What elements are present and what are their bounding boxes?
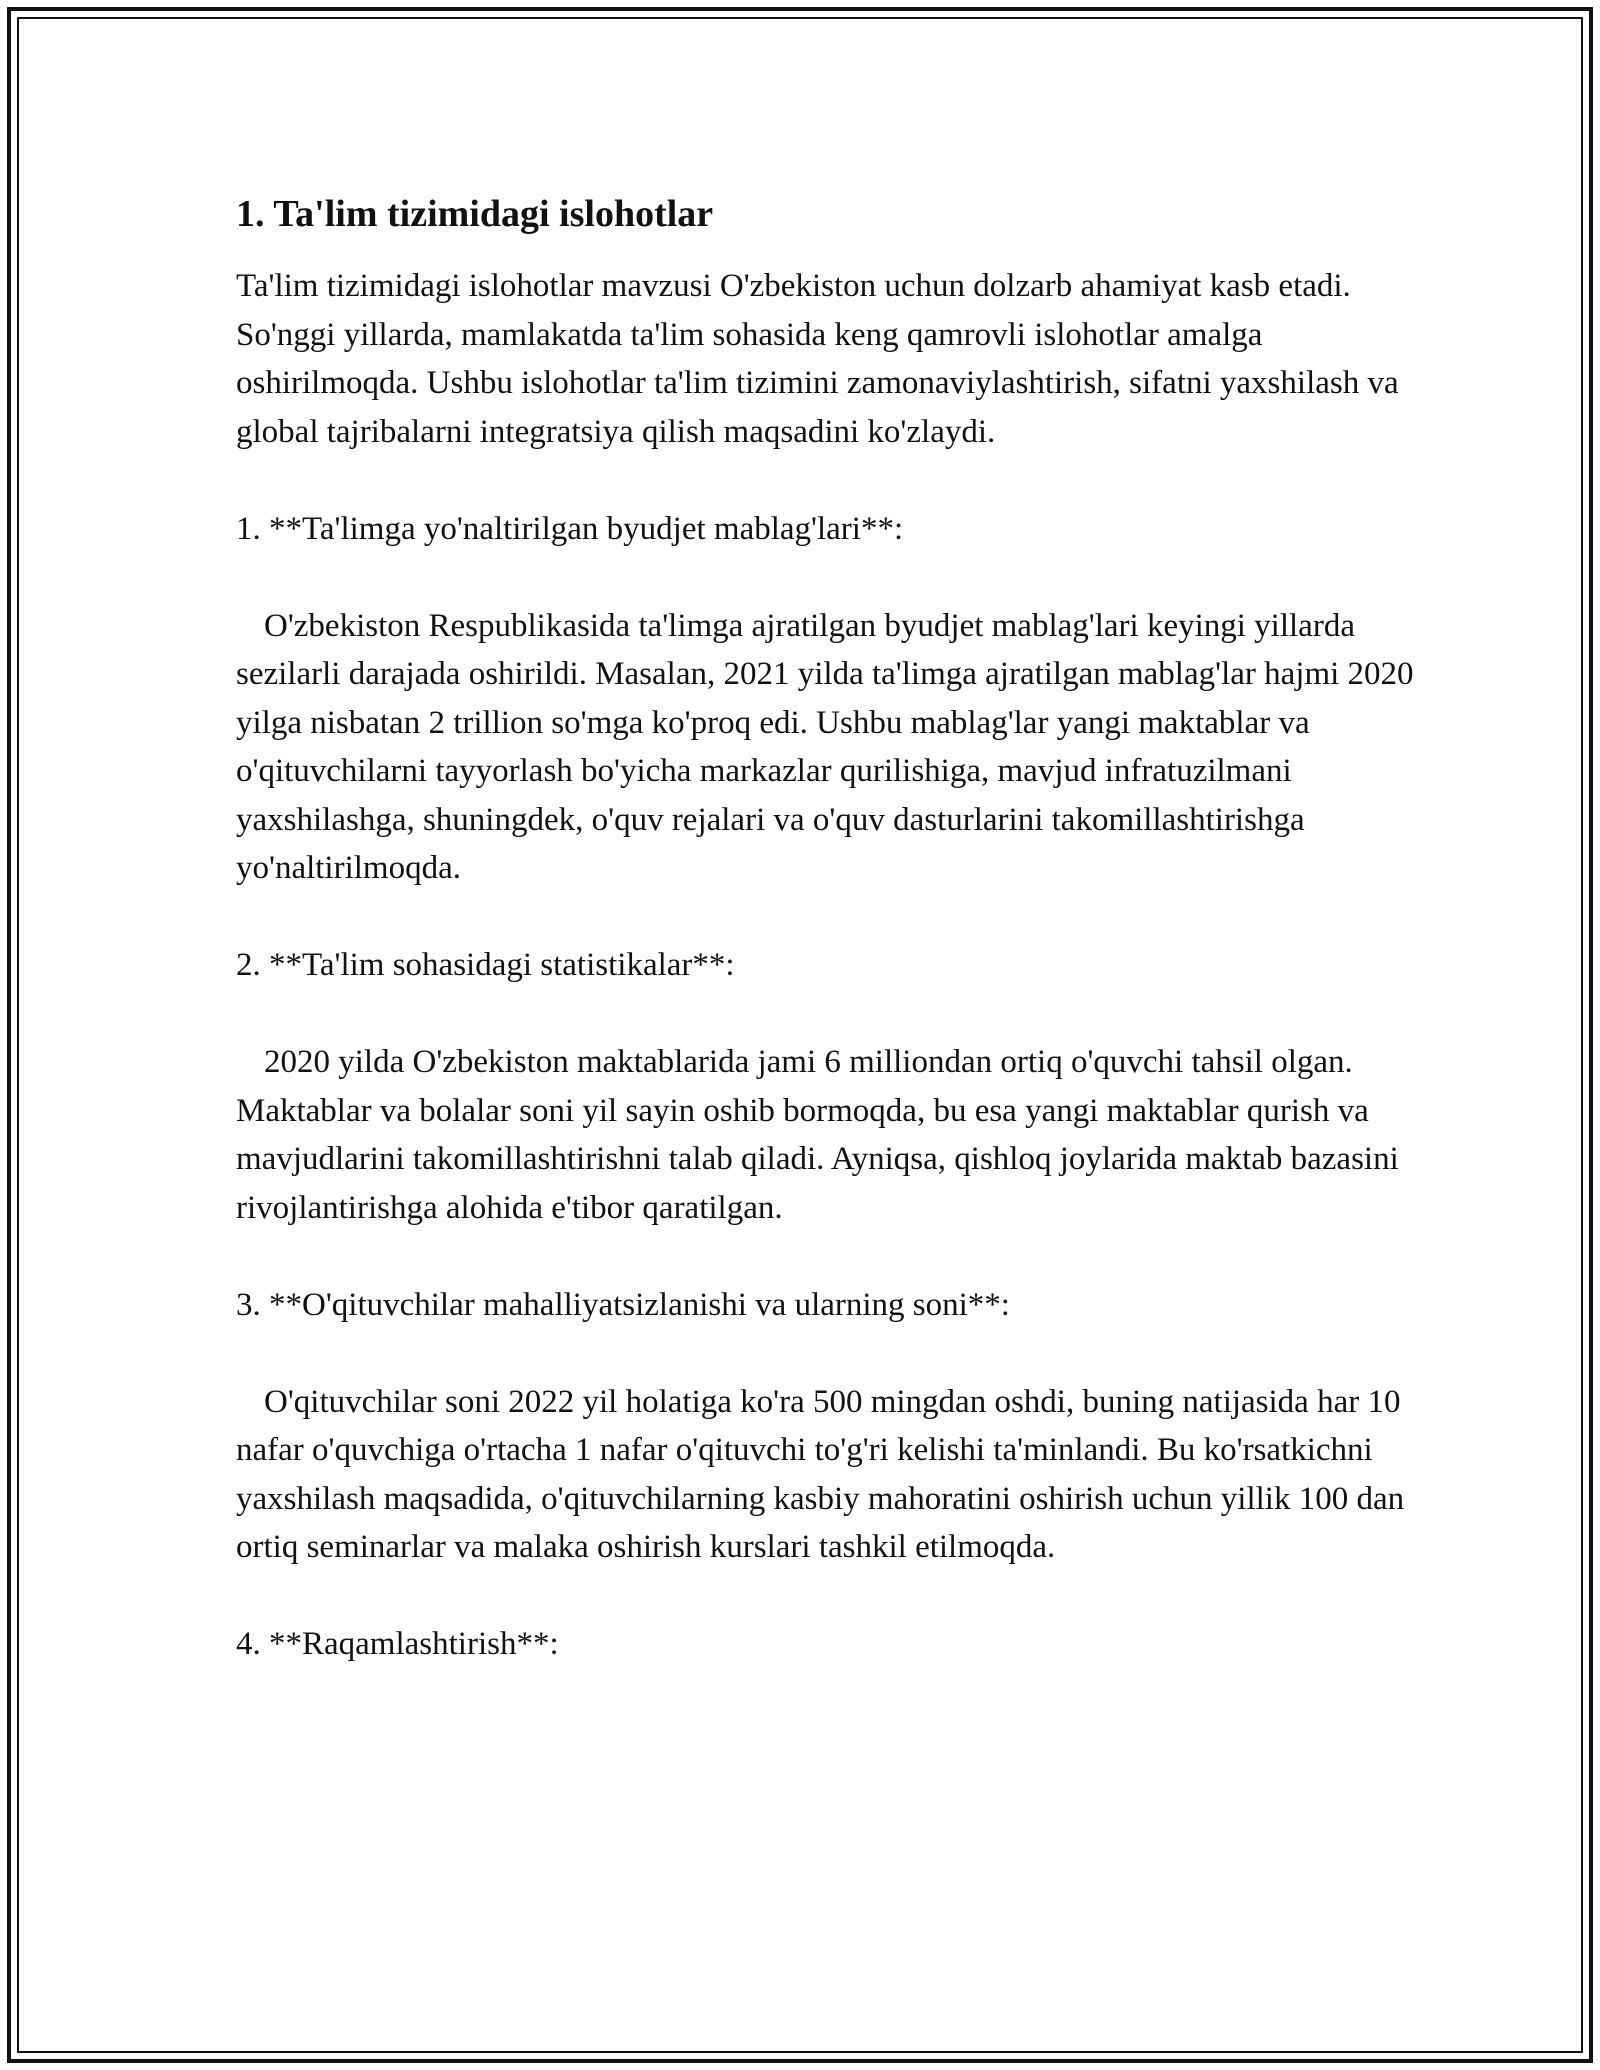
document-content: [236, 190, 1416, 1717]
item-body: 2020 yilda O'zbekiston maktablarida jami 6 milliondan ortiq o'quvchi tahsil olgan. Maktablar va bolalar soni yil sayin oshib bormoqda, bu esa yangi maktablar qurish va mavjudlarini takomillashtirishni talab qiladi. Ayniqsa, qishloq joylarida maktab bazasini rivojlantirishga alohida e'tibor qaratilgan.: [236, 1044, 1399, 1226]
list-item: [236, 505, 1416, 893]
item-body: O'qituvchilar soni 2022 yil holatiga ko'ra 500 mingdan oshdi, buning natijasida har 10 nafar o'quvchiga o'rtacha 1 nafar o'qituvchi to'g'ri kelishi ta'minlandi. Bu ko'rsatkichni yaxshilash maqsadida, o'qituvchilarning kasbiy mahoratini oshirish uchun yillik 100 dan ortiq seminarlar va malaka oshirish kurslari tashkil etilmoqda.: [236, 1383, 1405, 1565]
section-title: 1. Ta'lim tizimidagi islohotlar: [236, 193, 714, 235]
list-item: [236, 1281, 1416, 1572]
item-heading: 3. **O'qituvchilar mahalliyatsizlanishi va ularning soni**:: [236, 1286, 1010, 1323]
item-heading: 2. **Ta'lim sohasidagi statistikalar**:: [236, 947, 735, 983]
list-item: [236, 1620, 1416, 1669]
item-heading: 4. **Raqamlashtirish**:: [236, 1626, 559, 1662]
intro-paragraph: Ta'lim tizimidagi islohotlar mavzusi O'zbekiston uchun dolzarb ahamiyat kasb etadi. So'nggi yillarda, mamlakatda ta'lim sohasida keng qamrovli islohotlar amalga oshirilmoqda. Ushbu islohotlar ta'lim tizimini zamonaviylashtirish, sifatni yaxshilash va global tajribalarni integratsiya qilish maqsadini ko'zlaydi.: [236, 268, 1407, 450]
item-body: O'zbekiston Respublikasida ta'limga ajratilgan byudjet mablag'lari keyingi yillarda sezilarli darajada oshirildi. Masalan, 2021 yilda ta'limga ajratilgan mablag'lar hajmi 2020 yilga nisbatan 2 trillion so'mga ko'proq edi. Ushbu mablag'lar yangi maktablar va o'qituvchilarni tayyorlash bo'yicha markazlar qurilishiga, mavjud infratuzilmani yaxshilashga, shuningdek, o'quv rejalari va o'quv dasturlarini takomillashtirishga yo'naltirilmoqda.: [236, 607, 1414, 886]
list-item: [236, 941, 1416, 1232]
item-heading: 1. **Ta'limga yo'naltirilgan byudjet mablag'lari**:: [236, 510, 904, 547]
